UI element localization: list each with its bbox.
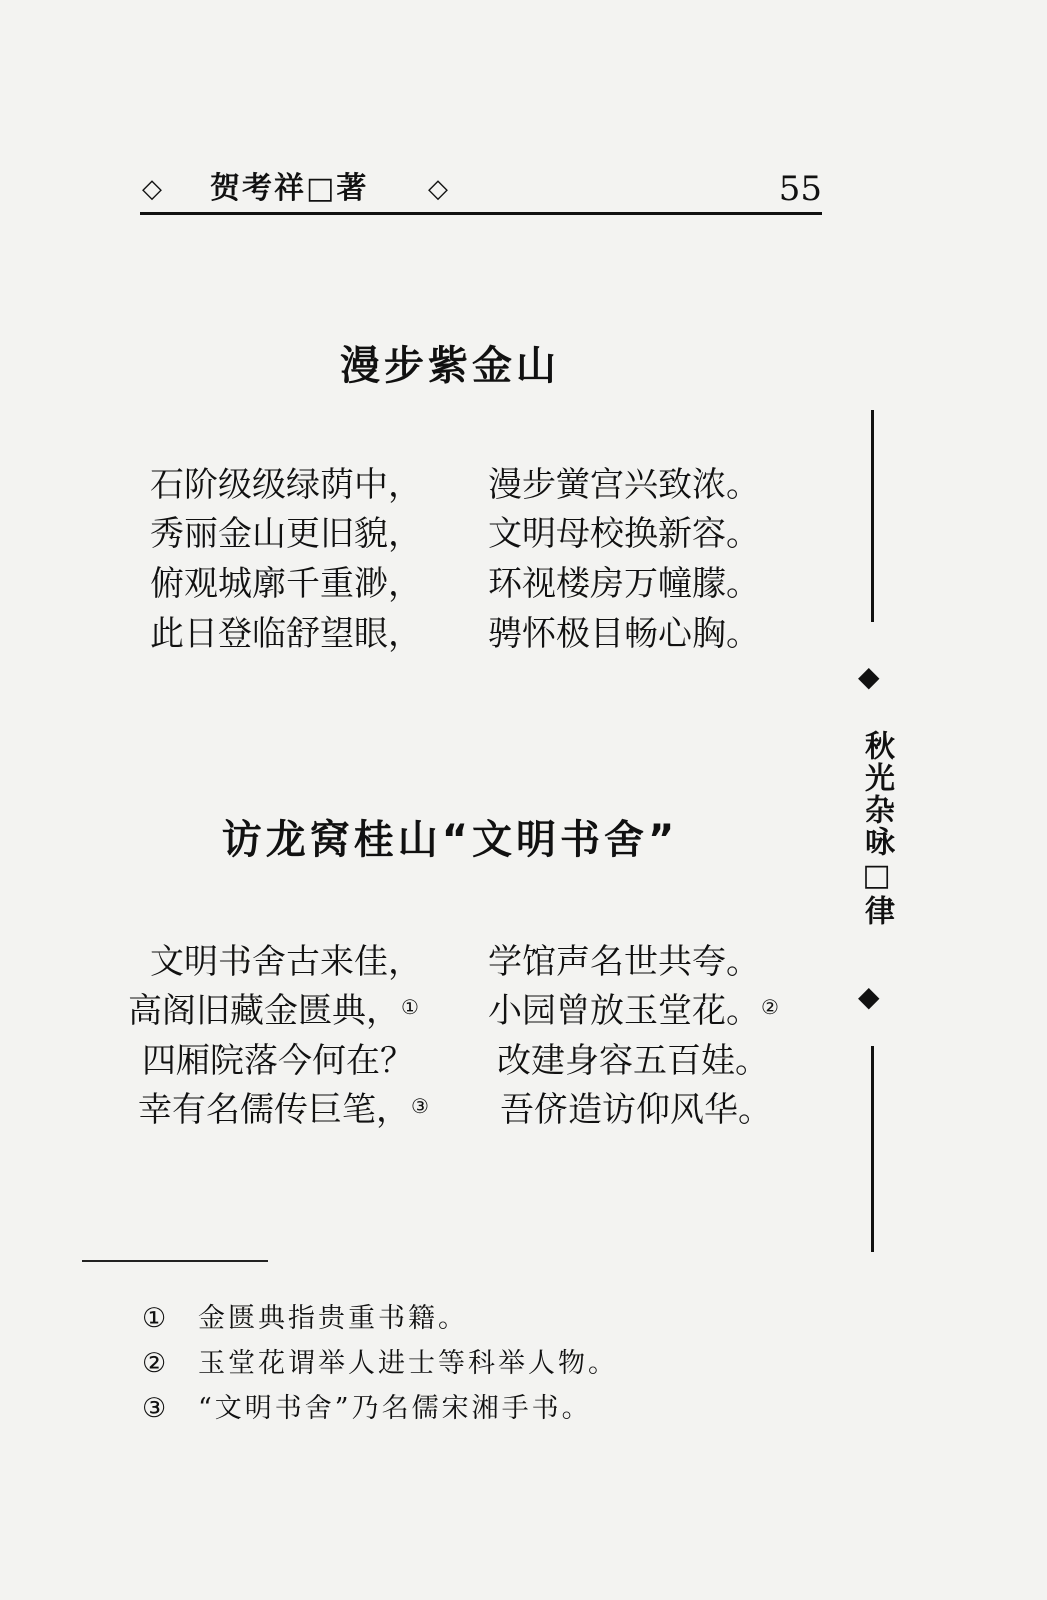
footnote-ref[interactable]: ①: [401, 995, 419, 1019]
poem-line-left: 此日登临舒望眼，: [150, 614, 422, 654]
footnote-separator: [82, 1260, 268, 1262]
diamond-outline-icon: ◇: [428, 174, 448, 204]
poem-line-text: 高阁旧藏金匮典，: [128, 991, 400, 1031]
footnote: [142, 1302, 468, 1336]
page-number: 55: [778, 169, 822, 209]
running-header: [140, 168, 822, 216]
poem-title: 漫步紫金山: [340, 343, 560, 389]
section-title: 秋光杂咏□律: [859, 730, 894, 927]
footnote-ref[interactable]: ③: [411, 1094, 429, 1118]
header-rule: [140, 212, 822, 215]
poem-line-left: 石阶级级绿荫中，: [150, 465, 422, 505]
poem-line-right: 吾侪造访仰风华。: [500, 1090, 772, 1130]
poem-line-text: 小园曾放玉堂花。: [488, 991, 760, 1031]
footnote-marker: ①: [142, 1303, 167, 1334]
section-rule-top: [871, 410, 874, 622]
poem-line-right: 改建身容五百娃。: [497, 1041, 769, 1081]
poem-line-text: 幸有名儒传巨笔，: [138, 1090, 410, 1130]
poem-line-left: 四厢院落今何在？: [142, 1041, 414, 1081]
poem-line-left: 文明书舍古来佳，: [150, 942, 422, 982]
footnote: [142, 1347, 618, 1381]
section-tab: [850, 0, 900, 1600]
poem-line-left: 秀丽金山更旧貌，: [150, 514, 422, 554]
poem-line-right: 漫步黉宫兴致浓。: [488, 465, 760, 505]
poem-line-left: [138, 1090, 429, 1130]
footnote-ref[interactable]: ②: [761, 995, 779, 1019]
poem-line-right: 学馆声名世共夸。: [488, 942, 760, 982]
poem-line-left: 俯观城廓千重渺，: [150, 564, 422, 604]
footnote-marker: ③: [142, 1393, 167, 1424]
poem-title: 访龙窝桂山“文明书舍”: [221, 817, 679, 863]
footnote-marker: ②: [142, 1348, 167, 1379]
footnote-text: 金匮典指贵重书籍。: [198, 1303, 468, 1334]
poem-line-right: 文明母校换新容。: [488, 514, 760, 554]
section-rule-bottom: [871, 1046, 874, 1252]
footnote-text: “文明书舍”乃名儒宋湘手书。: [198, 1393, 592, 1424]
poem-line-right: [488, 991, 779, 1031]
diamond-filled-icon: ◆: [858, 660, 880, 693]
footnote-text: 玉堂花谓举人进士等科举人物。: [198, 1348, 618, 1379]
footnote: [142, 1392, 592, 1426]
poem-line-left: [128, 991, 419, 1031]
poem-line-right: 环视楼房万幢朦。: [488, 564, 760, 604]
poem-line-right: 骋怀极目畅心胸。: [488, 614, 760, 654]
author-line: 贺考祥□著: [210, 171, 369, 206]
diamond-outline-icon: ◇: [142, 174, 162, 204]
diamond-filled-icon: ◆: [858, 980, 880, 1013]
